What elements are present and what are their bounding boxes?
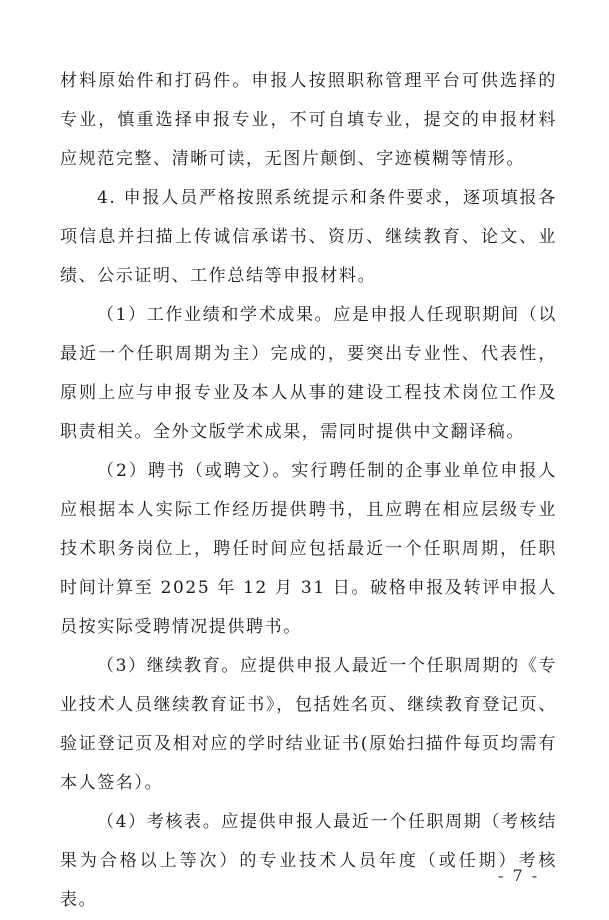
paragraph-item-4: 4. 申报人员严格按照系统提示和条件要求，逐项填报各项信息并扫描上传诚信承诺书、资历、继续教育、论文、业绩、公示证明、工作总结等申报材料。 — [60, 188, 557, 286]
paragraph-subitem-2-appointment: （2）聘书（或聘文）。实行聘任制的企事业单位申报人应根据本人实际工作经历提供聘书，且应聘在相应层级专业技术职务岗位上，聘任时间应包括最近一个任职周期，任职时间计算至 2025 年 12 月 31 日。破格申报及转评申报人员按实际受聘情况提供聘书。 — [60, 461, 557, 637]
page-number: - 7 - — [498, 866, 540, 885]
document-body — [60, 62, 557, 920]
paragraph-subitem-3-education: （3）继续教育。应提供申报人最近一个任职周期的《专业技术人员继续教育证书》，包括姓名页、继续教育登记页、验证登记页及相对应的学时结业证书(原始扫描件每页均需有本人签名）。 — [60, 656, 557, 793]
paragraph-materials-continued: 材料原始件和打码件。申报人按照职称管理平台可供选择的专业，慎重选择申报专业，不可自填专业，提交的申报材料应规范完整、清晰可读，无图片颠倒、字迹模糊等情形。 — [60, 71, 557, 169]
paragraph-subitem-4-assessment: （4）考核表。应提供申报人最近一个任职周期（考核结果为合格以上等次）的专业技术人员年度（或任期）考核表。 — [60, 812, 557, 910]
paragraph-subitem-1-achievements: （1）工作业绩和学术成果。应是申报人任现职期间（以最近一个任职周期为主）完成的，要突出专业性、代表性，原则上应与申报专业及本人从事的建设工程技术岗位工作及职责相关。全外文版学术成果，需同时提供中文翻译稿。 — [60, 305, 557, 442]
